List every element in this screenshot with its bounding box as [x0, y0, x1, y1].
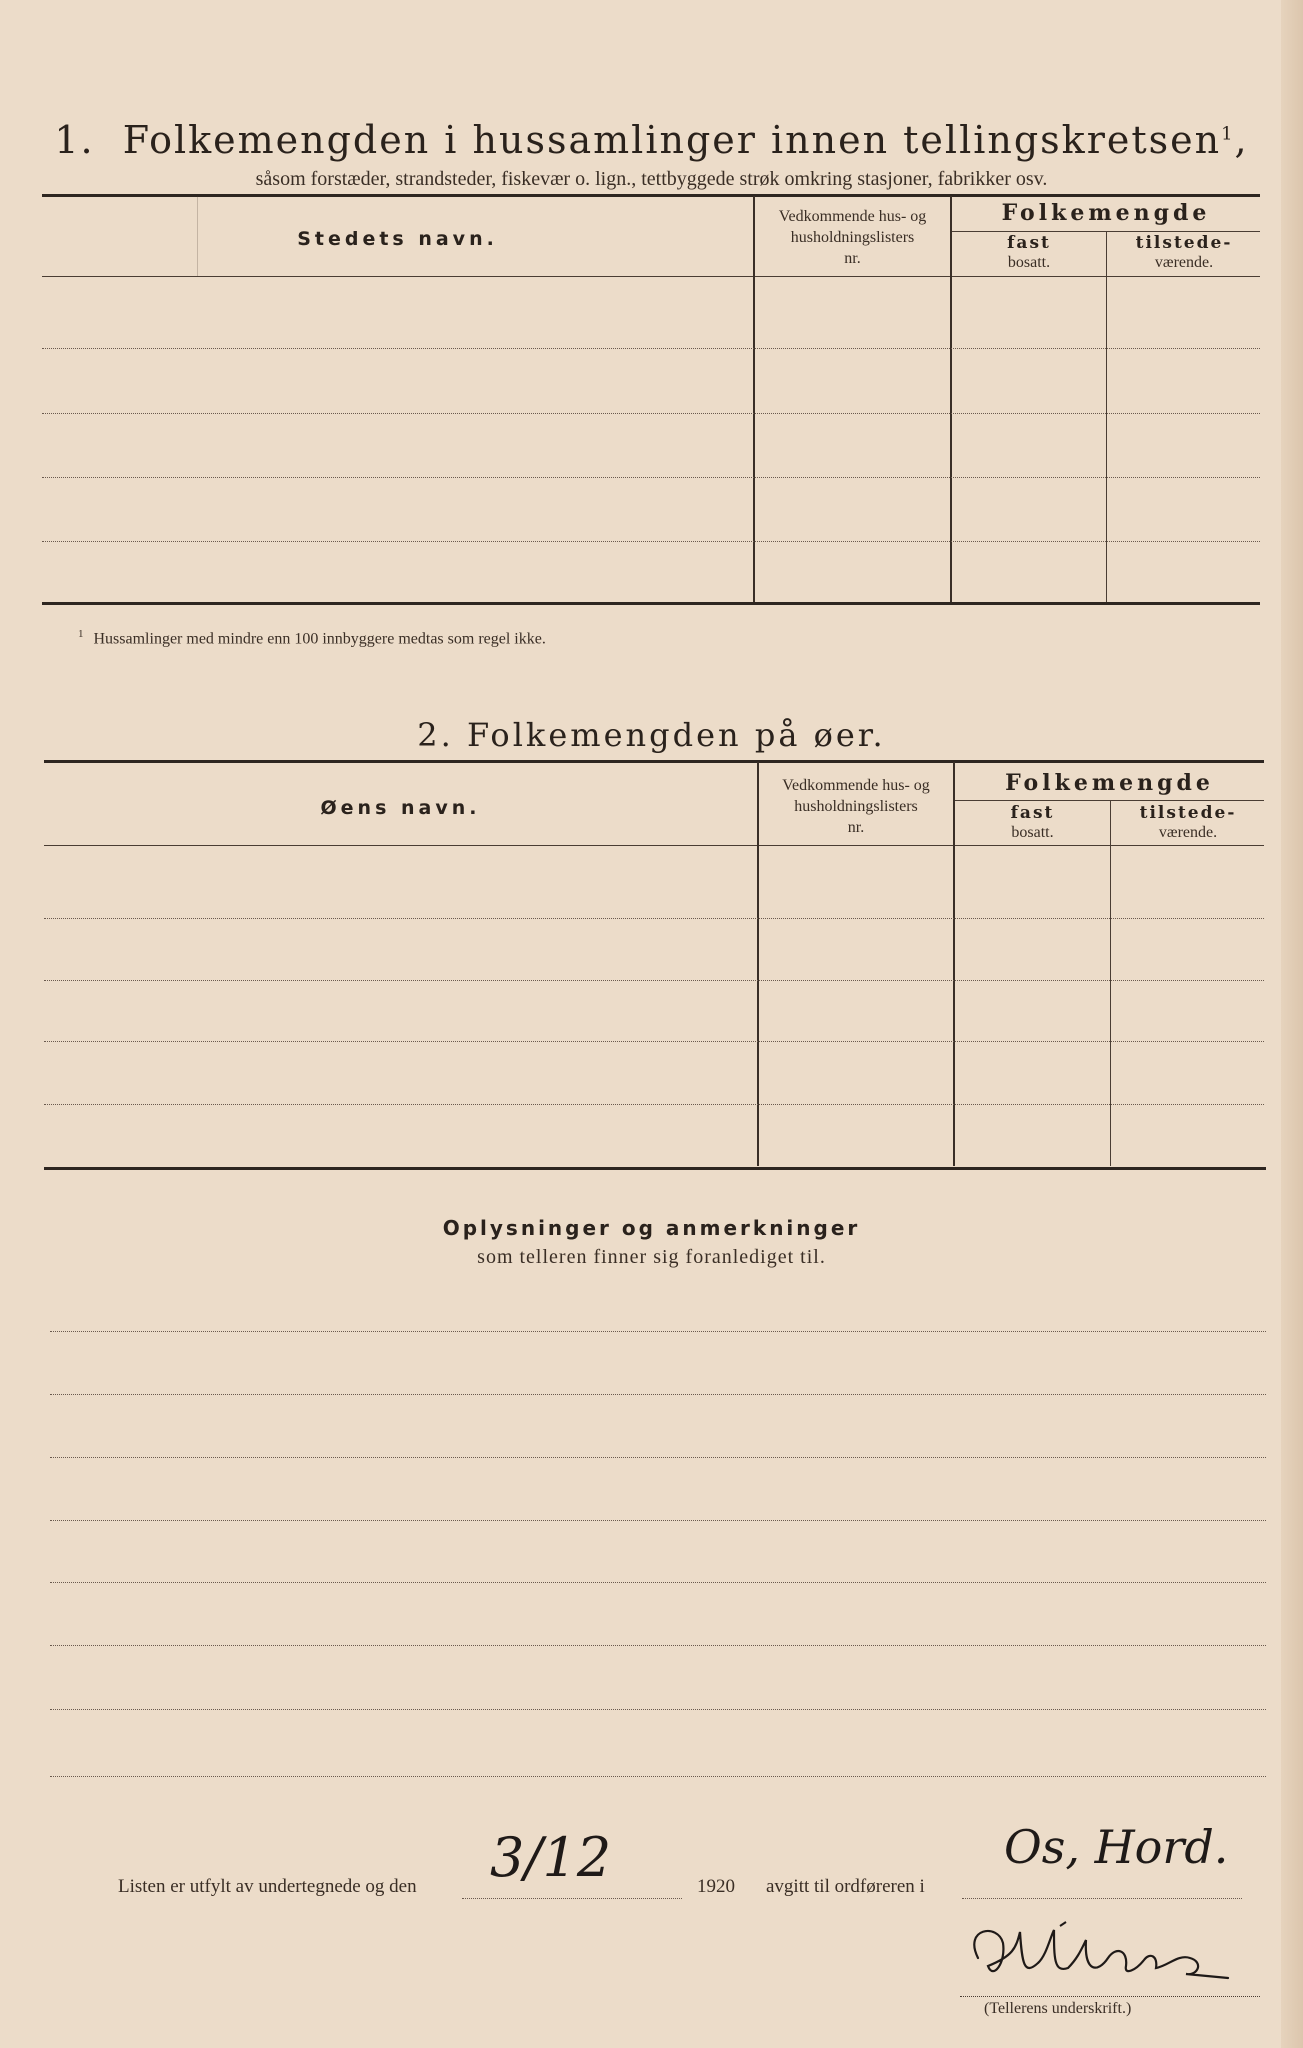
handwritten-place: Os, Hord. [1004, 1820, 1229, 1874]
footnote: $^1$ Hussamlinger med mindre enn 100 innbyggere medtas som regel ikke. [78, 628, 546, 648]
table2-row-line [44, 1104, 1264, 1105]
section1-title-text: Folkemengden i hussamlinger innen tellingskretsen [122, 118, 1222, 162]
table1-col-list: Vedkommende hus- og husholdningslisters nr. [778, 208, 927, 267]
table2-top-rule [44, 760, 1264, 763]
signature-caption: (Tellerens underskrift.) [984, 2000, 1132, 2017]
remarks-line [50, 1582, 1266, 1583]
table2-col-name: Øens navn. [320, 797, 481, 819]
signature-year: 1920 [697, 1876, 735, 1897]
section1-title: 1. Folkemengden i hussamlinger innen tellingskretsen$^1$, [54, 118, 1249, 162]
signature-middle: avgitt til ordføreren i [766, 1876, 925, 1897]
handwritten-signature [958, 1918, 1248, 1998]
table1-row-line [42, 413, 1260, 414]
section1-subtitle: såsom forstæder, strandsteder, fiskevær o. lign., tettbyggede strøk omkring stasjoner, fabrikker osv. [255, 168, 1048, 190]
paper-edge [1281, 0, 1303, 2048]
section1-footnote-mark: 1 [1221, 123, 1235, 145]
table2-header-rule [44, 845, 1264, 846]
remarks-line [50, 1776, 1266, 1777]
section2-title: 2. Folkemengden på øer. [417, 716, 886, 754]
table1-col-folkemengde: Folkemengde [1001, 200, 1211, 226]
remarks-line [50, 1331, 1266, 1332]
table1-col-name: Stedets navn. [297, 228, 498, 250]
table2-folke-rule [954, 800, 1264, 801]
section3-title: Oplysninger og anmerkninger [442, 1216, 861, 1240]
remarks-line [50, 1394, 1266, 1395]
table2-row-line [44, 918, 1264, 919]
table1-bottom-rule [42, 602, 1260, 605]
section1-number: 1. [54, 118, 95, 162]
table2-row-line [44, 980, 1264, 981]
section3-subtitle: som telleren finner sig foranlediget til. [477, 1246, 826, 1268]
table2-col-tilstede: tilstede- værende. [1139, 803, 1237, 841]
table2-col-fast: fast bosatt. [1010, 803, 1055, 841]
handwritten-date: 3/12 [490, 1826, 612, 1889]
table1-row-line [42, 541, 1260, 542]
table1-col-fast: fast bosatt. [1007, 233, 1051, 271]
table2-row-line [44, 1041, 1264, 1042]
table1-row-line [42, 348, 1260, 349]
remarks-line [50, 1709, 1266, 1710]
table1-top-rule [42, 194, 1260, 197]
table2-bottom-rule [44, 1167, 1266, 1170]
remarks-line [50, 1457, 1266, 1458]
table1-row-line [42, 477, 1260, 478]
table2-col-folkemengde: Folkemengde [1005, 770, 1214, 796]
table1-col-tilstede: tilstede- værende. [1135, 233, 1233, 271]
signature-prefix: Listen er utfylt av undertegnede og den [118, 1876, 417, 1897]
table1-header-rule [42, 276, 1260, 277]
remarks-line [50, 1520, 1266, 1521]
remarks-line [50, 1645, 1266, 1646]
table2-col-list: Vedkommende hus- og husholdningslisters nr. [782, 777, 930, 836]
